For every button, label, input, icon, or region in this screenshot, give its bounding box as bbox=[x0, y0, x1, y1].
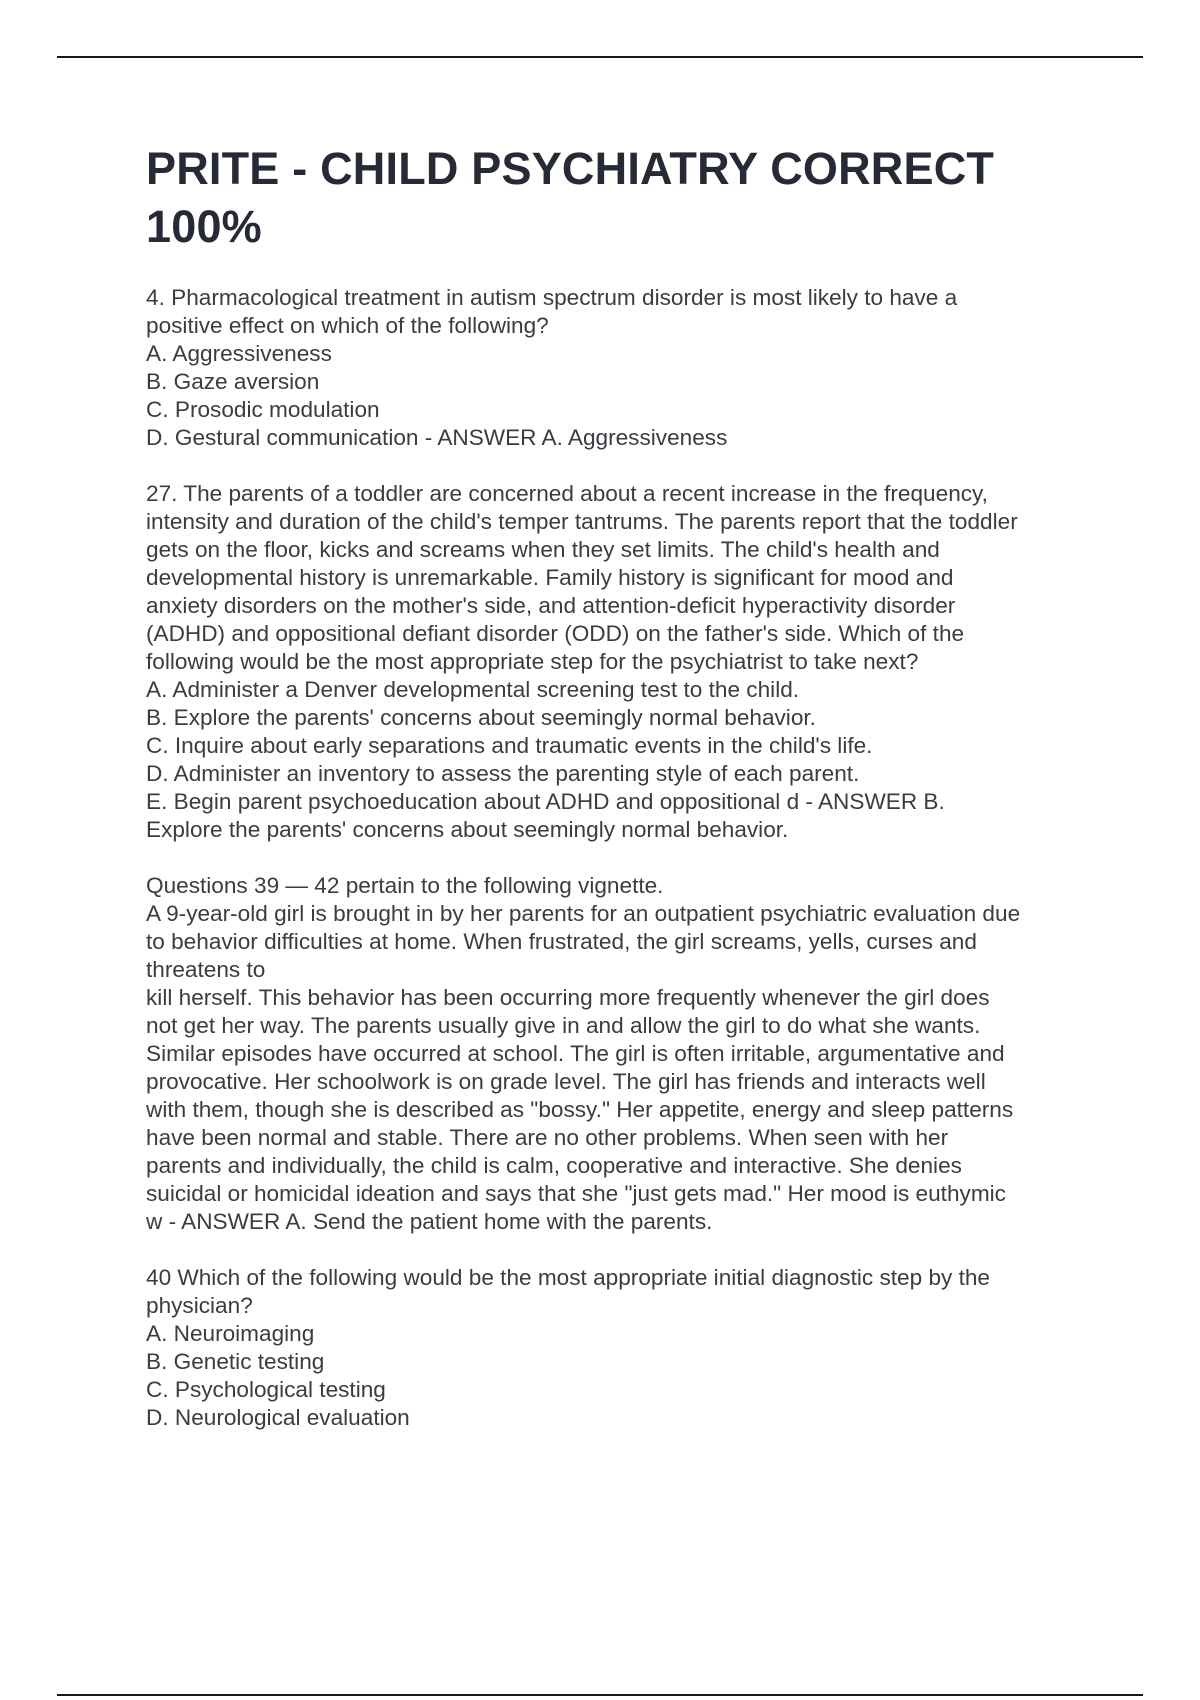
text-line: positive effect on which of the following? bbox=[146, 313, 549, 338]
text-line: physician? bbox=[146, 1293, 253, 1318]
top-rule bbox=[57, 56, 1143, 58]
title-line: PRITE - CHILD PSYCHIATRY CORRECT bbox=[146, 143, 995, 194]
text-line: parents and individually, the child is calm, cooperative and interactive. She denies bbox=[146, 1153, 962, 1178]
text-line: threatens to bbox=[146, 957, 266, 982]
title-line: 100% bbox=[146, 201, 262, 252]
text-line: 27. The parents of a toddler are concerned about a recent increase in the frequency, bbox=[146, 481, 988, 506]
text-line: Explore the parents' concerns about seemingly normal behavior. bbox=[146, 817, 789, 842]
answer-option: C. Prosodic modulation bbox=[146, 397, 380, 422]
text-line: Similar episodes have occurred at school. The girl is often irritable, argumentative and bbox=[146, 1041, 1005, 1066]
answer-option: A. Neuroimaging bbox=[146, 1321, 315, 1346]
answer-option: A. Aggressiveness bbox=[146, 341, 332, 366]
text-line: have been normal and stable. There are no other problems. When seen with her bbox=[146, 1125, 949, 1150]
answer-option: B. Gaze aversion bbox=[146, 369, 320, 394]
text-line: Questions 39 — 42 pertain to the following vignette. bbox=[146, 873, 664, 898]
document-body bbox=[146, 140, 1091, 1432]
text-line: 40 Which of the following would be the most appropriate initial diagnostic step by the bbox=[146, 1265, 990, 1290]
bottom-rule bbox=[57, 1694, 1143, 1696]
text-line: with them, though she is described as "bossy." Her appetite, energy and sleep patterns bbox=[146, 1097, 1014, 1122]
text-line: developmental history is unremarkable. Family history is significant for mood and bbox=[146, 565, 954, 590]
question-40 bbox=[146, 1264, 1091, 1432]
text-line: to behavior difficulties at home. When frustrated, the girl screams, yells, curses and bbox=[146, 929, 977, 954]
text-line: gets on the floor, kicks and screams when they set limits. The child's health and bbox=[146, 537, 940, 562]
question-27 bbox=[146, 480, 1091, 844]
text-line: suicidal or homicidal ideation and says that she "just gets mad." Her mood is euthymic bbox=[146, 1181, 1006, 1206]
vignette-39-42 bbox=[146, 872, 1091, 1236]
answer-option: B. Genetic testing bbox=[146, 1349, 325, 1374]
answer-option: D. Administer an inventory to assess the parenting style of each parent. bbox=[146, 761, 860, 786]
text-line: intensity and duration of the child's temper tantrums. The parents report that the toddler bbox=[146, 509, 1018, 534]
text-line: provocative. Her schoolwork is on grade level. The girl has friends and interacts well bbox=[146, 1069, 986, 1094]
document-title bbox=[146, 140, 1091, 256]
text-line: anxiety disorders on the mother's side, and attention-deficit hyperactivity disorder bbox=[146, 593, 956, 618]
answer-option: D. Neurological evaluation bbox=[146, 1405, 410, 1430]
text-line: (ADHD) and oppositional defiant disorder (ODD) on the father's side. Which of the bbox=[146, 621, 965, 646]
text-line: following would be the most appropriate step for the psychiatrist to take next? bbox=[146, 649, 919, 674]
answer-option: C. Inquire about early separations and traumatic events in the child's life. bbox=[146, 733, 873, 758]
text-line: 4. Pharmacological treatment in autism spectrum disorder is most likely to have a bbox=[146, 285, 958, 310]
answer-option: B. Explore the parents' concerns about seemingly normal behavior. bbox=[146, 705, 816, 730]
text-line: not get her way. The parents usually give in and allow the girl to do what she wants. bbox=[146, 1013, 981, 1038]
answer-option: D. Gestural communication - ANSWER A. Aggressiveness bbox=[146, 425, 728, 450]
text-line: w - ANSWER A. Send the patient home with the parents. bbox=[146, 1209, 713, 1234]
question-4 bbox=[146, 284, 1091, 452]
answer-option: E. Begin parent psychoeducation about ADHD and oppositional d - ANSWER B. bbox=[146, 789, 945, 814]
answer-option: C. Psychological testing bbox=[146, 1377, 386, 1402]
text-line: kill herself. This behavior has been occurring more frequently whenever the girl does bbox=[146, 985, 990, 1010]
text-line: A 9-year-old girl is brought in by her parents for an outpatient psychiatric evaluation due bbox=[146, 901, 1021, 926]
answer-option: A. Administer a Denver developmental screening test to the child. bbox=[146, 677, 800, 702]
